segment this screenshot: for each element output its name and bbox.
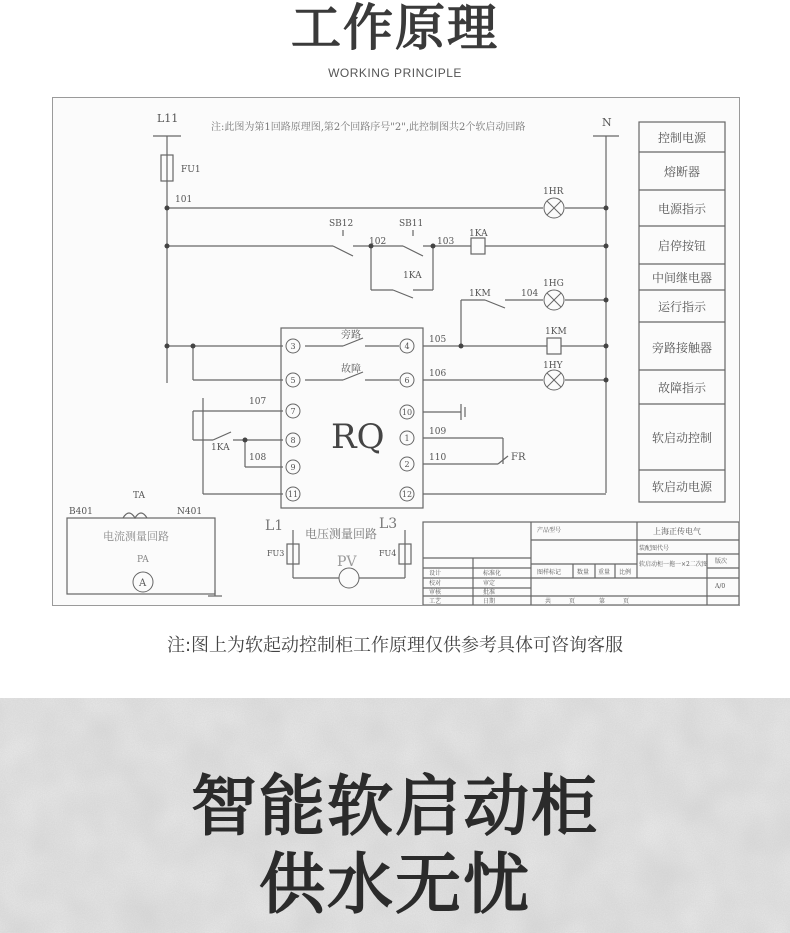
promo-banner [0, 698, 790, 933]
label-l11: L11 [157, 112, 179, 125]
tb-approve-final: 审定 [483, 580, 496, 587]
label-node-109: 109 [429, 427, 447, 437]
tb-version: 版次 [715, 558, 728, 565]
terminal-5: 5 [290, 376, 296, 385]
tb-drawing-no: 装配图代号 [639, 545, 670, 552]
page-subtitle: WORKING PRINCIPLE [328, 66, 462, 80]
label-1ka-input: 1KA [211, 443, 230, 453]
tb-review: 审核 [429, 589, 442, 596]
label-fu3: FU3 [267, 549, 285, 558]
terminal-6: 6 [404, 376, 410, 385]
label-rq: RQ [331, 417, 385, 457]
label-voltage-loop: 电压测量回路 [305, 527, 378, 541]
diagram-note: 注:此图为第1回路原理图,第2个回路序号"2",此控制图共2个软启动回路 [211, 122, 526, 133]
side-label-control-power: 控制电源 [657, 131, 707, 145]
tb-col-weight: 重量 [598, 569, 611, 576]
label-node-102: 102 [369, 237, 387, 247]
label-node-103: 103 [437, 237, 455, 247]
tb-date: 日期 [483, 598, 496, 605]
label-node-106: 106 [429, 369, 447, 379]
label-lamp-1hr: 1HR [543, 187, 564, 197]
tb-total-pages: 页 [569, 598, 576, 605]
side-label-soft-start-power: 软启动电源 [651, 480, 713, 494]
tb-sheet: A/0 [715, 583, 726, 590]
label-sb12: SB12 [329, 219, 354, 229]
label-pa: PA [137, 555, 149, 565]
tb-process: 工艺 [429, 598, 442, 605]
side-label-soft-start-control: 软启动控制 [651, 431, 713, 445]
tb-drawing-name: 软启动柜一拖一×2二次图 [639, 561, 708, 568]
tb-company: 上海正传电气 [653, 527, 701, 536]
label-l1: L1 [265, 518, 284, 534]
label-ta: TA [133, 491, 146, 501]
label-fu1: FU1 [181, 165, 201, 175]
label-n: N [602, 116, 612, 129]
terminal-2: 2 [404, 460, 410, 469]
tb-current: 第 [599, 598, 606, 605]
tb-col-qty: 数量 [577, 569, 590, 576]
label-current-loop: 电流测量回路 [103, 530, 169, 543]
tb-col-scale: 比例 [619, 569, 632, 576]
label-pv: PV [337, 554, 357, 570]
tb-col-mark: 图样标记 [537, 569, 562, 576]
terminal-10: 10 [401, 408, 413, 417]
banner-headline: 智能软启动柜 [191, 768, 599, 845]
label-lamp-1hg: 1HG [543, 279, 564, 289]
terminal-4: 4 [404, 342, 410, 351]
terminal-1: 1 [404, 434, 410, 443]
label-node-101: 101 [175, 195, 193, 205]
label-b401: B401 [69, 507, 93, 517]
label-coil-1km: 1KM [545, 327, 567, 337]
label-lamp-1hy: 1HY [543, 361, 563, 371]
side-label-fuse: 熔断器 [663, 165, 701, 179]
label-node-104: 104 [521, 289, 539, 299]
tb-project: 产品型号 [537, 527, 562, 534]
label-fr: FR [511, 452, 526, 463]
label-fu4: FU4 [379, 549, 397, 558]
tb-total: 共 [545, 598, 552, 605]
tb-design: 设计 [429, 570, 442, 577]
side-label-bypass-contactor: 旁路接触器 [651, 341, 713, 355]
label-node-107: 107 [249, 397, 267, 407]
label-coil-1ka: 1KA [469, 229, 488, 239]
label-bypass: 旁路 [341, 330, 361, 341]
label-node-110: 110 [429, 453, 447, 463]
terminal-3: 3 [290, 342, 296, 351]
label-node-105: 105 [429, 335, 447, 345]
tb-check: 校对 [429, 580, 442, 587]
tb-current-page: 页 [623, 598, 630, 605]
banner-subheadline: 供水无忧 [259, 846, 531, 923]
circuit-diagram-svg [53, 98, 739, 605]
tb-standard: 标准化 [483, 570, 502, 577]
label-l3: L3 [379, 516, 398, 532]
label-n401: N401 [177, 507, 203, 517]
label-meter-a: A [139, 578, 147, 589]
terminal-11: 11 [287, 490, 299, 499]
tb-approve: 批准 [483, 589, 496, 596]
diagram-caption: 注:图上为软起动控制柜工作原理仅供参考具体可咨询客服 [166, 635, 624, 656]
terminal-12: 12 [401, 490, 413, 499]
side-label-fault-indicator: 故障指示 [657, 381, 707, 395]
side-label-relay: 中间继电器 [651, 271, 713, 285]
label-fault: 故障 [341, 364, 361, 375]
circuit-diagram [52, 97, 740, 606]
page-title: 工作原理 [291, 0, 499, 57]
terminal-9: 9 [290, 463, 296, 472]
label-node-108: 108 [249, 453, 267, 463]
side-label-power-indicator: 电源指示 [657, 202, 707, 216]
side-label-run-indicator: 运行指示 [657, 300, 707, 314]
label-1km-contact: 1KM [469, 289, 491, 299]
terminal-8: 8 [290, 436, 296, 445]
terminal-7: 7 [290, 407, 296, 416]
side-label-start-stop: 启停按钮 [657, 239, 707, 253]
label-1ka-hold: 1KA [403, 271, 422, 281]
label-sb11: SB11 [399, 219, 424, 229]
